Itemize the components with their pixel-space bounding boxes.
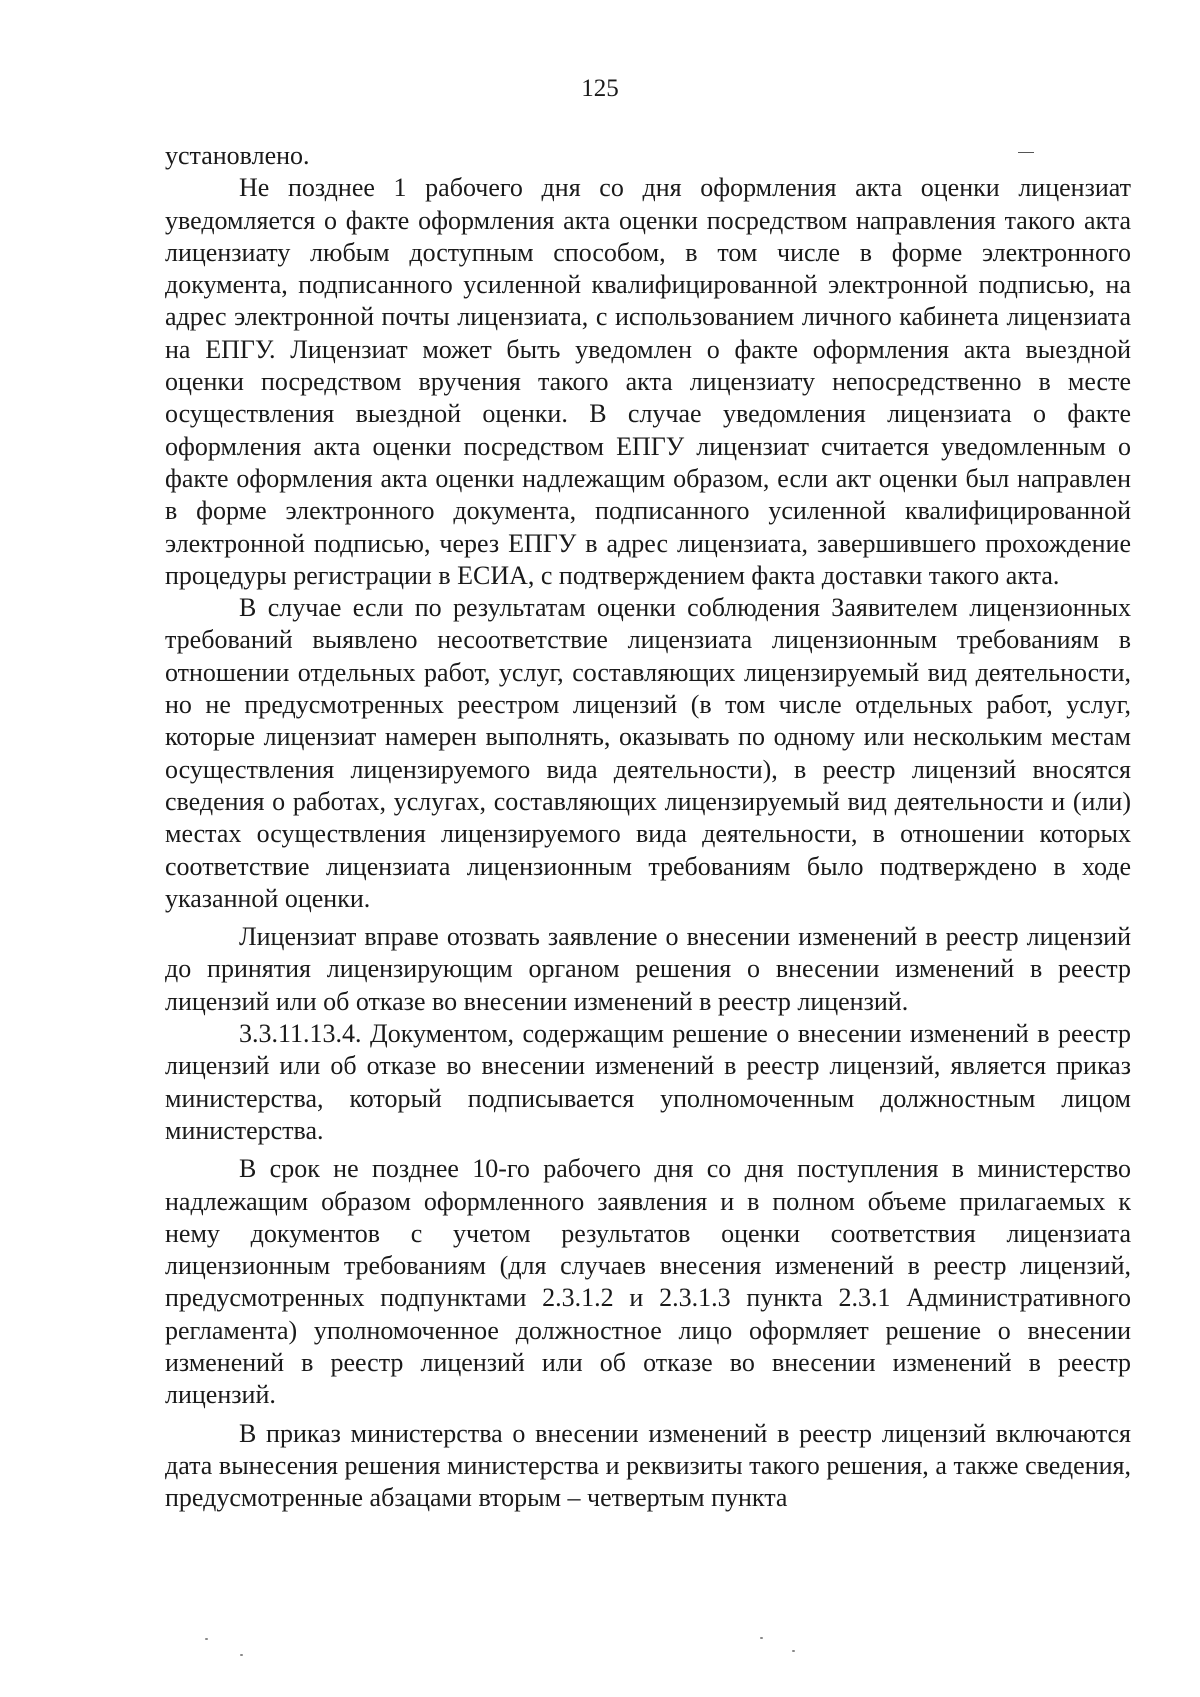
paragraph: 3.3.11.13.4. Документом, содержащим решение о внесении изменений в реестр лицензий или об отказе во внесении изменений в реестр лицензий, является приказ министерства, который подписывается уполномоченным должностным лицом министерства.	[165, 1019, 1131, 1145]
scan-speck	[760, 1637, 763, 1639]
scan-speck	[240, 1654, 243, 1656]
paragraph: В приказ министерства о внесении изменений в реестр лицензий включаются дата вынесения решения министерства и реквизиты такого решения, а также сведения, предусмотренные абзацами вторым – четвертым пункта	[165, 1418, 1131, 1513]
page-number: 125	[581, 75, 619, 102]
document-body	[165, 140, 1131, 1514]
paragraph: В срок не позднее 10-го рабочего дня со дня поступления в министерство надлежащим образом оформленного заявления и в полном объеме прилагаемых к нему документов с учетом результатов оценки соответствия лицензиата лицензионным требованиям (для случаев внесения изменений в реестр лицензий, предусмотренных подпунктами 2.3.1.2 и 2.3.1.3 пункта 2.3.1 Административного регламента) уполномоченное должностное лицо оформляет решение о внесении изменений в реестр лицензий или об отказе во внесении изменений в реестр лицензий.	[165, 1154, 1131, 1410]
paragraph: Не позднее 1 рабочего дня со дня оформления акта оценки лицензиат уведомляется о факте оформления акта оценки посредством направления такого акта лицензиату любым доступным способом, в том числе в форме электронного документа, подписанного усиленной квалифицированной электронной подписью, на адрес электронной почты лицензиата, с использованием личного кабинета лицензиата на ЕПГУ. Лицензиат может быть уведомлен о факте оформления акта выездной оценки посредством вручения такого акта лицензиату непосредственно в месте осуществления выездной оценки. В случае уведомления лицензиата о факте оформления акта оценки посредством ЕПГУ лицензиат считается уведомленным о факте оформления акта оценки надлежащим образом, если акт оценки был направлен в форме электронного документа, подписанного усиленной квалифицированной электронной подписью, через ЕПГУ в адрес лицензиата, завершившего прохождение процедуры регистрации в ЕСИА, с подтверждением факта доставки такого акта.	[165, 173, 1131, 590]
scan-speck	[792, 1650, 795, 1652]
paragraph: установлено.	[165, 141, 310, 170]
paragraph: В случае если по результатам оценки соблюдения Заявителем лицензионных требований выявлено несоответствие лицензиата лицензионным требованиям в отношении отдельных работ, услуг, составляющих лицензируемый вид деятельности, но не предусмотренных реестром лицензий (в том числе отдельных работ, услуг, которые лицензиат намерен выполнять, оказывать по одному или нескольким местам осуществления лицензируемого вида деятельности), в реестр лицензий вносятся сведения о работах, услугах, составляющих лицензируемый вид деятельности и (или) местах осуществления лицензируемого вида деятельности, в отношении которых соответствие лицензиата лицензионным требованиям было подтверждено в ходе указанной оценки.	[165, 593, 1131, 913]
paragraph: Лицензиат вправе отозвать заявление о внесении изменений в реестр лицензий до принятия лицензирующим органом решения о внесении изменений в реестр лицензий или об отказе во внесении изменений в реестр лицензий.	[165, 922, 1131, 1016]
scan-speck	[205, 1638, 208, 1640]
